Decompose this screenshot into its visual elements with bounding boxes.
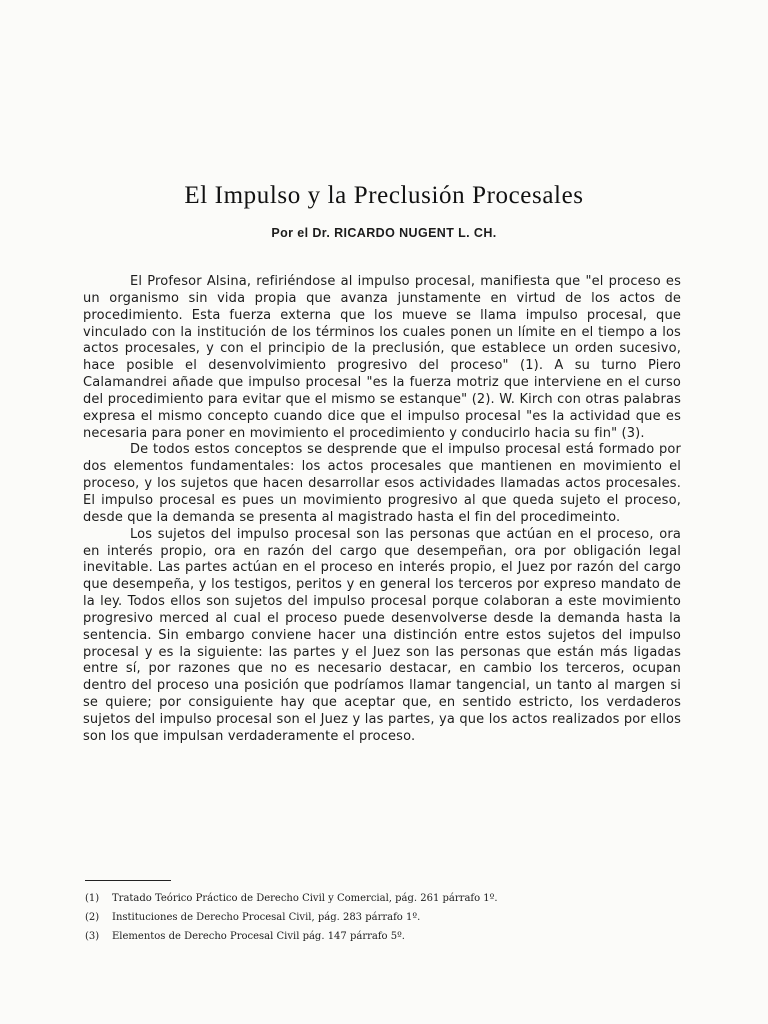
footnote-number: (2) (85, 912, 100, 923)
footnote-text: Tratado Teórico Práctico de Derecho Civil y Comercial, pág. 261 párrafo 1º. (112, 893, 498, 904)
footnotes (85, 889, 645, 946)
footnote-text: Instituciones de Derecho Procesal Civil, pág. 283 párrafo 1º. (112, 912, 421, 923)
footnote (85, 908, 645, 927)
footnote (85, 889, 645, 908)
footnote-divider (85, 880, 171, 881)
author-byline: Por el Dr. RICARDO NUGENT L. CH. (271, 226, 497, 240)
footnote-number: (1) (85, 893, 100, 904)
footnote (85, 927, 645, 946)
paragraph: Los sujetos del impulso procesal son las personas que actúan en el proceso, ora en interés propio, ora en razón del cargo que desempeñan, ora por obligación legal inevitable. Las partes actúan en el proceso en interés propio, el Juez por razón del cargo que desempeña, y los testigos, peritos y en general los terceros por expreso mandato de la ley. Todos ellos son sujetos del impulso procesal porque colaboran a este movimiento progresivo merced al cual el proceso puede desenvolverse desde la demanda hasta la sentencia. Sin embargo conviene hacer una distinción entre estos sujetos del impulso procesal y es la siguiente: las partes y el Juez son las personas que están más ligadas entre sí, por razones que no es necesario destacar, en cambio los terceros, ocupan dentro del proceso una posición que podríamos llamar tangencial, un tanto al margen si se quiere; por consiguiente hay que aceptar que, en sentido estricto, los verdaderos sujetos del impulso procesal son el Juez y las partes, ya que los actos realizados por ellos son los que impulsan verdaderamente el proceso. (83, 526, 681, 744)
article-title: El Impulso y la Preclusión Procesales (184, 182, 584, 209)
footnote-text: Elementos de Derecho Procesal Civil pág. 147 párrafo 5º. (112, 931, 405, 942)
footnote-number: (3) (85, 931, 100, 942)
article-body (83, 274, 681, 746)
paragraph: De todos estos conceptos se desprende que el impulso procesal está formado por dos elementos fundamentales: los actos procesales que mantienen en movimiento el proceso, y los sujetos que hacen desarrollar esos actividades llamadas actos procesales. El impulso procesal es pues un movimiento progresivo al que queda sujeto el proceso, desde que la demanda se presenta al magistrado hasta el fin del procedimeinto. (83, 442, 681, 525)
paragraph: El Profesor Alsina, refiriéndose al impulso procesal, manifiesta que "el proceso es un organismo sin vida propia que avanza junstamente en virtud de los actos de procedimiento. Esta fuerza externa que los mueve se llama impulso procesal, que vinculado con la institución de los términos los cuales ponen un límite en el tiempo a los actos procesales, y con el principio de la preclusión, que establece un orden sucesivo, hace posible el desenvolvimiento progresivo del proceso" (1). A su turno Piero Calamandrei añade que impulso procesal "es la fuerza motriz que interviene en el curso del procedimiento para evitar que el mismo se estanque" (2). W. Kirch con otras palabras expresa el mismo concepto cuando dice que el impulso procesal "es la actividad que es necesaria para poner en movimiento el procedimiento y conducirlo hacia su fin" (3). (83, 274, 681, 441)
